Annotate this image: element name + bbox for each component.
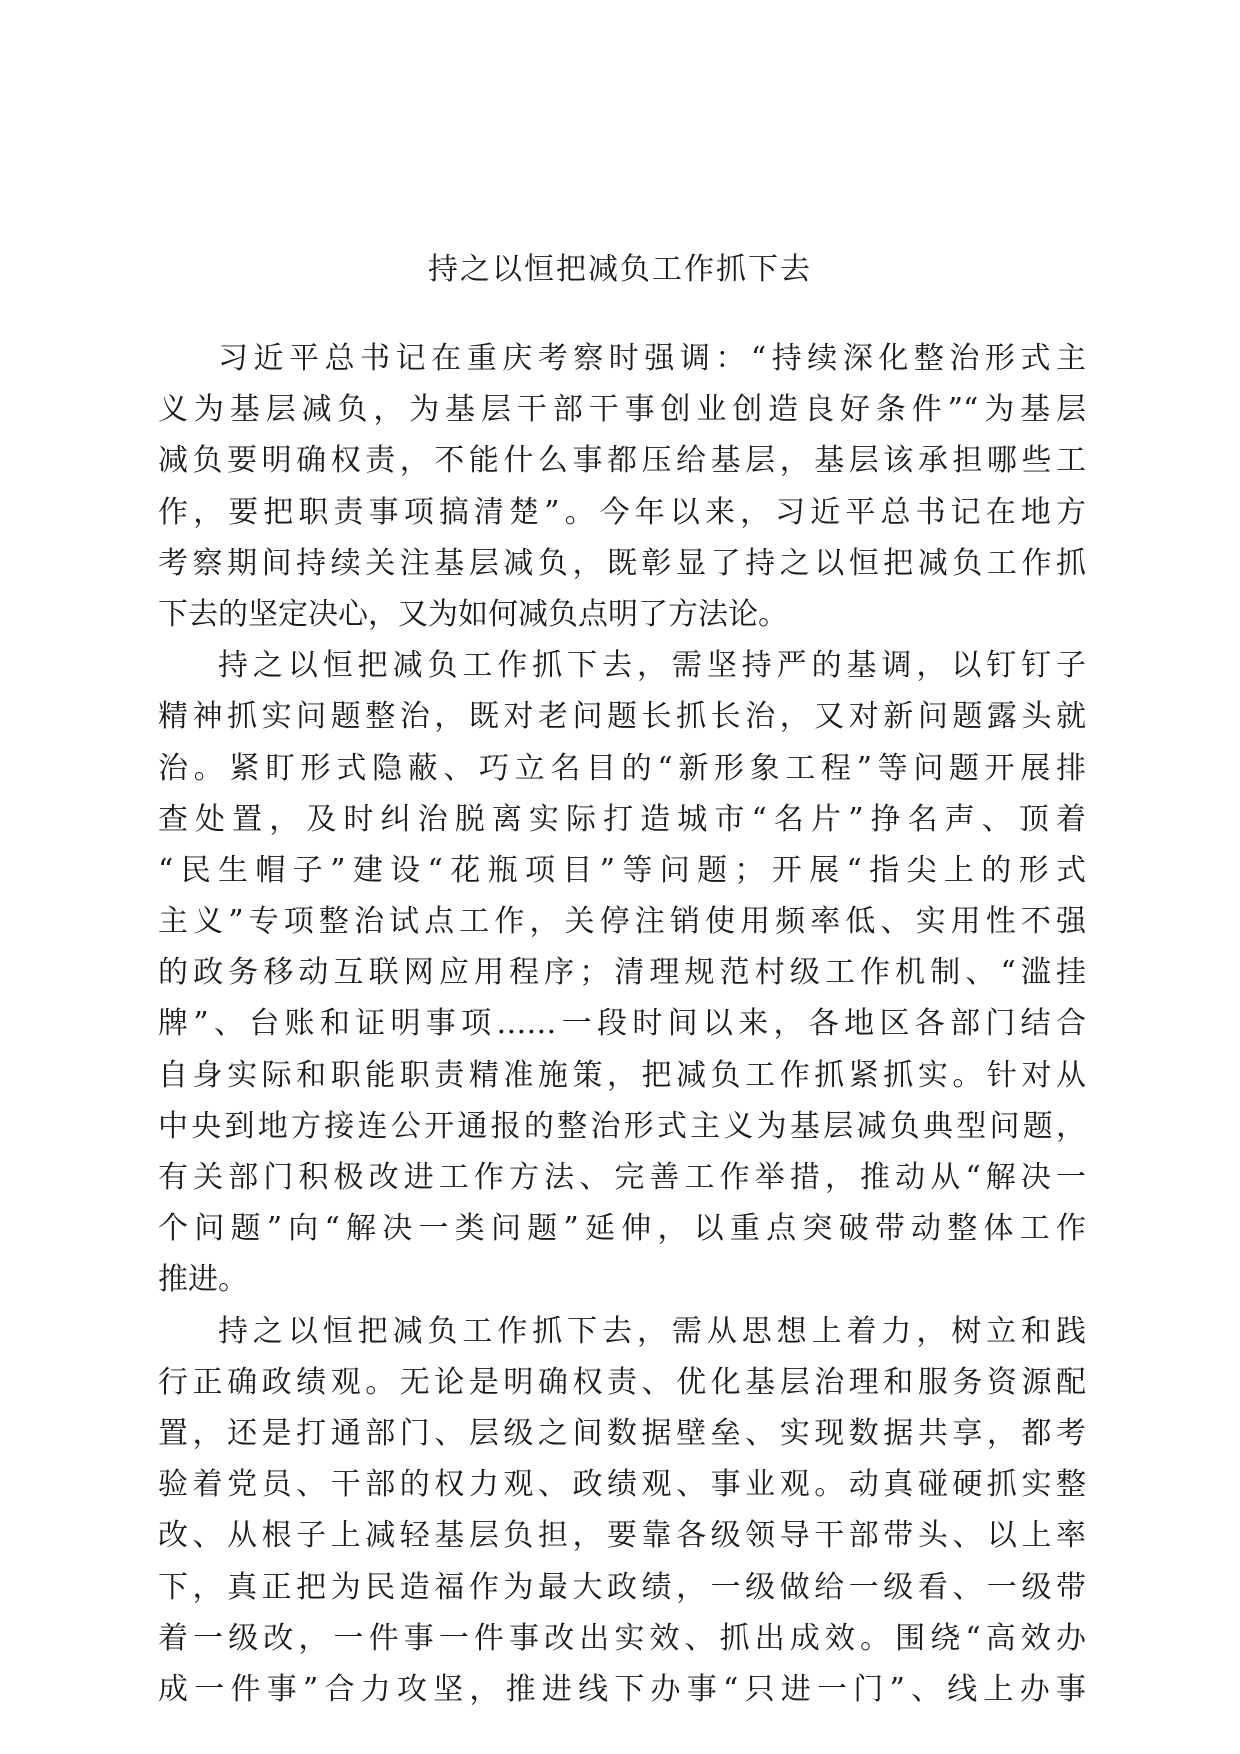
paragraph-3-line-6: 下，真正把为民造福作为最大政绩，一级做给一级看、一级带: [158, 1569, 1086, 1605]
paragraph-3-line-3: 置，还是打通部门、层级之间数据壁垒、实现数据共享，都考: [158, 1415, 1086, 1451]
paragraph-2-line-6: 主义”专项整治试点工作，关停注销使用频率低、实用性不强: [158, 904, 1086, 940]
paragraph-2-line-8: 牌”、台账和证明事项……一段时间以来，各地区各部门结合: [158, 1006, 1086, 1042]
paragraph-1-line-4: 作，要把职责事项搞清楚”。今年以来，习近平总书记在地方: [158, 494, 1086, 530]
paragraph-3-line-1: 持之以恒把减负工作抓下去，需从思想上着力，树立和践: [218, 1313, 1086, 1349]
paragraph-3-line-5: 改、从根子上减轻基层负担，要靠各级领导干部带头、以上率: [158, 1518, 1086, 1554]
paragraph-3-line-4: 验着党员、干部的权力观、政绩观、事业观。动真碰硬抓实整: [158, 1467, 1086, 1503]
paragraph-2-line-11: 有关部门积极改进工作方法、完善工作举措，推动从“解决一: [158, 1160, 1086, 1195]
paragraph-2-line-1: 持之以恒把减负工作抓下去，需坚持严的基调，以钉钉子: [218, 648, 1086, 684]
paragraph-3-line-2: 行正确政绩观。无论是明确权责、优化基层治理和服务资源配: [158, 1364, 1086, 1400]
paragraph-1-line-5: 考察期间持续关注基层减负，既彰显了持之以恒把减负工作抓: [158, 545, 1086, 581]
paragraph-1-line-6: 下去的坚定决心，又为如何减负点明了方法论。: [158, 596, 788, 632]
paragraph-2-line-4: 查处置，及时纠治脱离实际打造城市“名片”挣名声、顶着: [158, 801, 1086, 837]
paragraph-2-line-13: 推进。: [158, 1262, 248, 1298]
paragraph-2-line-2: 精神抓实问题整治，既对老问题长抓长治，又对新问题露头就: [158, 699, 1086, 735]
paragraph-3-line-7: 着一级改，一件事一件事改出实效、抓出成效。围绕“高效办: [158, 1620, 1086, 1656]
paragraph-2-line-3: 治。紧盯形式隐蔽、巧立名目的“新形象工程”等问题开展排: [158, 750, 1086, 786]
document-body: [158, 333, 1086, 1715]
paragraph-1-line-1: 习近平总书记在重庆考察时强调：“持续深化整治形式主: [218, 341, 1086, 376]
document-title: 持之以恒把减负工作抓下去: [428, 252, 812, 287]
paragraph-1-line-3: 减负要明确权责，不能什么事都压给基层，基层该承担哪些工: [158, 443, 1086, 479]
paragraph-2-line-10: 中央到地方接连公开通报的整治形式主义为基层减负典型问题，: [158, 1108, 1086, 1144]
paragraph-2-line-9: 自身实际和职能职责精准施策，把减负工作抓紧抓实。针对从: [158, 1057, 1086, 1093]
paragraph-2-line-5: “民生帽子”建设“花瓶项目”等问题；开展“指尖上的形式: [158, 852, 1086, 888]
paragraph-3-line-8: 成一件事”合力攻坚，推进线下办事“只进一门”、线上办事: [158, 1671, 1086, 1707]
paragraph-2-line-12: 个问题”向“解决一类问题”延伸，以重点突破带动整体工作: [158, 1211, 1086, 1247]
paragraph-2-line-7: 的政务移动互联网应用程序；清理规范村级工作机制、“滥挂: [158, 955, 1086, 991]
paragraph-1-line-2: 义为基层减负，为基层干部干事创业创造良好条件”“为基层: [158, 392, 1086, 428]
